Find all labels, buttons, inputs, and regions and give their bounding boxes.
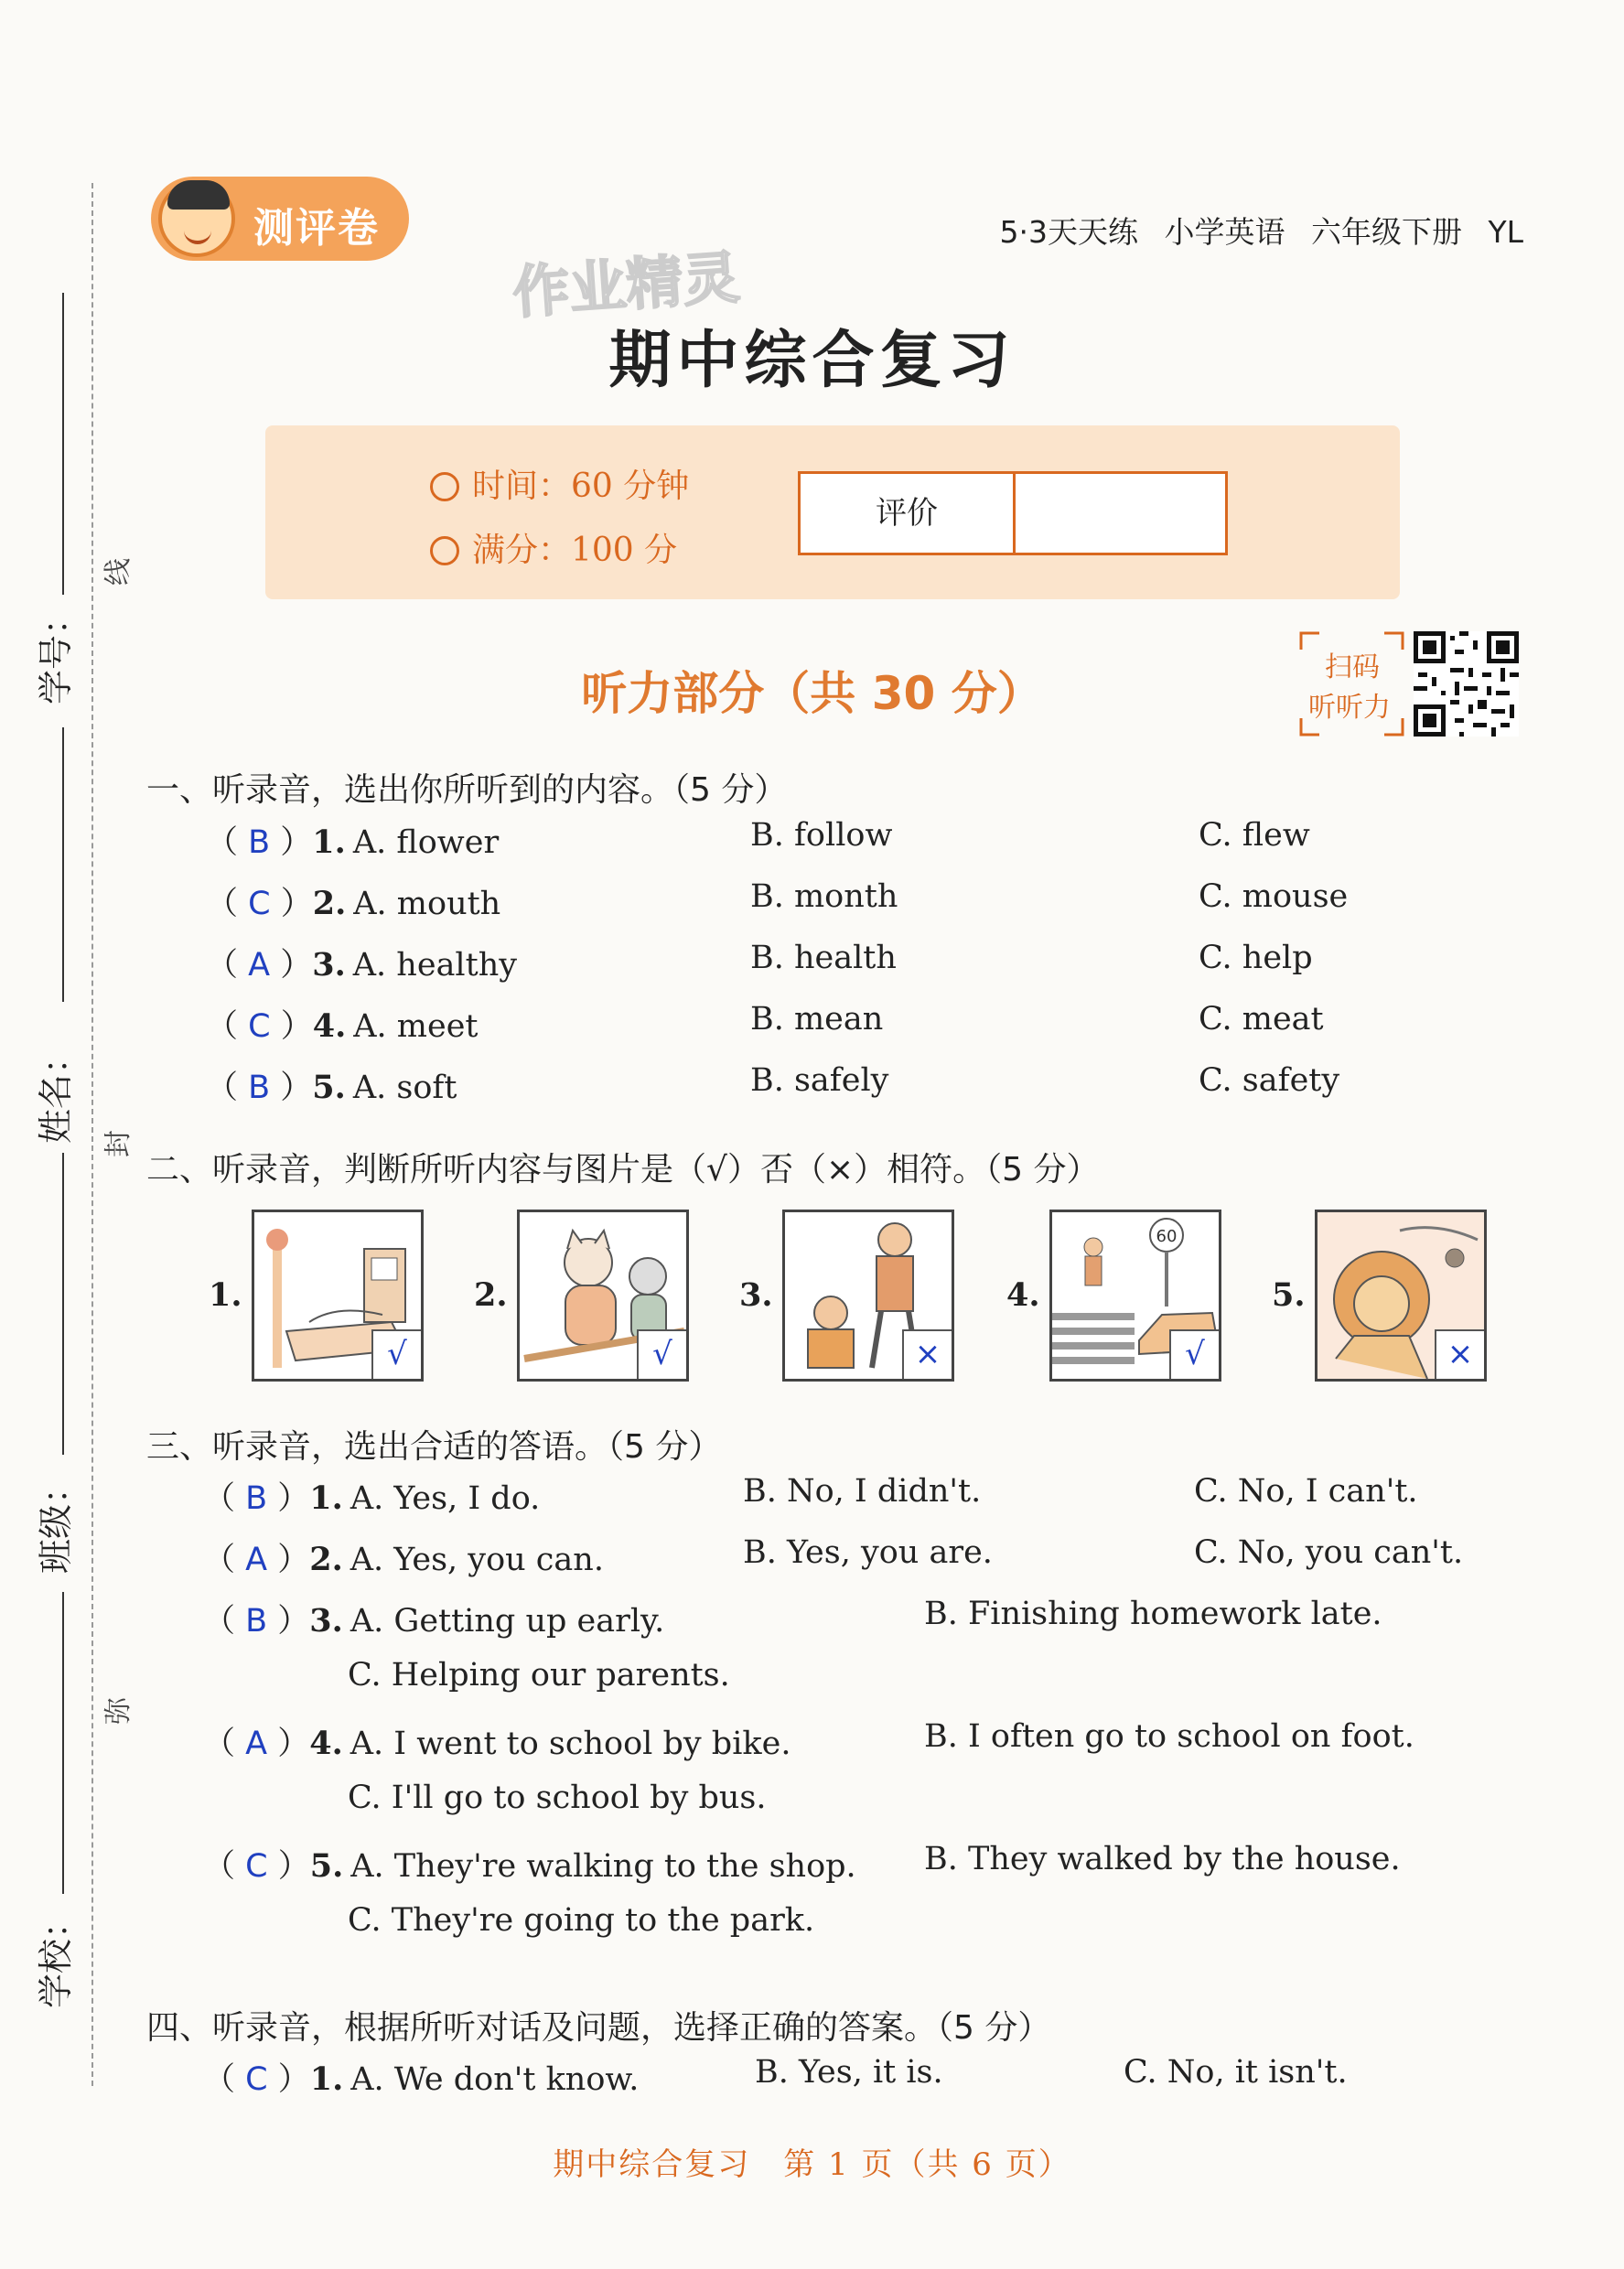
series-info: 5·3天天练 小学英语 六年级下册 YL xyxy=(999,214,1523,250)
seal-xian: 线 xyxy=(102,558,134,586)
xuexiao-label: 学校： xyxy=(36,1903,76,2008)
option-c: C. They're going to the park. xyxy=(348,1902,815,1939)
listening-section-title: 听力部分（共 30 分） xyxy=(581,667,1043,720)
paren-open: （ xyxy=(203,1480,246,1517)
paren-close: ） xyxy=(267,1848,310,1885)
cartoon-boy-icon xyxy=(158,180,235,257)
picture-4-crossing xyxy=(1049,1210,1221,1382)
pic-label-2: 2. xyxy=(474,1276,508,1314)
option-c: C. No, it isn't. xyxy=(1124,2054,1348,2091)
answer-mark[interactable]: A xyxy=(248,947,271,984)
paren-close: ） xyxy=(270,824,313,861)
question-row xyxy=(203,1841,856,1887)
option-a: A. healthy xyxy=(352,947,518,984)
paren-close: ） xyxy=(270,886,313,922)
paren-open: （ xyxy=(203,1848,246,1885)
option-b: B. They walked by the house. xyxy=(924,1841,1401,1877)
xuexiao-blank[interactable] xyxy=(62,1592,64,1894)
pic-label-4: 4. xyxy=(1006,1276,1040,1314)
question-number: 5. xyxy=(309,1847,344,1885)
option-b: B. Yes, you are. xyxy=(743,1534,993,1571)
answer-mark[interactable]: B xyxy=(245,1480,268,1517)
seal-mi: 弥 xyxy=(102,1697,134,1725)
banji-label: 班级： xyxy=(36,1468,76,1574)
paren-open: （ xyxy=(206,947,249,984)
answer-mark[interactable]: A xyxy=(245,1542,268,1578)
xingming-blank[interactable] xyxy=(62,727,64,1002)
option-a: A. Getting up early. xyxy=(350,1603,665,1640)
option-b: B. mean xyxy=(750,1001,884,1038)
picture-1-bedroom xyxy=(252,1210,424,1382)
xuehao-label: 学号： xyxy=(36,599,76,704)
score-text: 满分：100 分 xyxy=(472,532,678,569)
picture-3-boys xyxy=(782,1210,954,1382)
option-a: A. flower xyxy=(352,824,500,861)
question-number: 1. xyxy=(312,823,346,861)
paren-close: ） xyxy=(267,1542,310,1578)
option-a: A. Yes, I do. xyxy=(350,1480,541,1517)
paren-close: ） xyxy=(267,2061,310,2098)
question-row xyxy=(203,1596,664,1641)
question-row xyxy=(203,1473,540,1519)
mark-4: √ xyxy=(1169,1329,1219,1379)
answer-mark[interactable]: B xyxy=(248,1070,271,1106)
paren-close: ） xyxy=(270,1008,313,1045)
question-number: 4. xyxy=(309,1725,343,1762)
answer-mark[interactable]: C xyxy=(245,2061,268,2098)
question-number: 4. xyxy=(312,1007,347,1045)
paren-open: （ xyxy=(203,2061,246,2098)
paren-close: ） xyxy=(267,1603,310,1640)
option-c: C. flew xyxy=(1199,817,1310,854)
evaluation-label: 评价 xyxy=(801,474,1016,553)
watermark: 作业精灵 xyxy=(511,243,742,327)
paren-close: ） xyxy=(267,1726,310,1762)
evaluation-box xyxy=(798,471,1228,555)
option-a: A. We don't know. xyxy=(350,2061,640,2098)
part1-heading: 一、听录音，选出你所听到的内容。（5 分） xyxy=(146,771,788,809)
option-a: A. I went to school by bike. xyxy=(350,1726,791,1762)
paren-open: （ xyxy=(203,1542,246,1578)
answer-mark[interactable]: B xyxy=(245,1603,268,1640)
pic-label-5: 5. xyxy=(1272,1276,1306,1314)
seal-feng: 封 xyxy=(102,1130,134,1157)
mark-2: √ xyxy=(637,1329,686,1379)
question-row xyxy=(206,1062,457,1108)
part4-heading: 四、听录音，根据所听对话及问题，选择正确的答案。（5 分） xyxy=(146,2009,1051,2047)
question-row xyxy=(206,878,500,924)
question-row xyxy=(206,1001,479,1047)
option-c: C. No, you can't. xyxy=(1194,1534,1464,1571)
paren-close: ） xyxy=(270,947,313,984)
scan-text-2: 听听力 xyxy=(1308,692,1391,724)
answer-mark[interactable]: B xyxy=(248,824,271,861)
scan-text-1: 扫码 xyxy=(1325,651,1380,683)
option-b: B. month xyxy=(750,878,898,915)
question-number: 2. xyxy=(312,885,347,922)
mark-3: × xyxy=(902,1329,952,1379)
option-a: A. meet xyxy=(353,1008,479,1045)
answer-mark[interactable]: C xyxy=(248,1008,271,1045)
option-a: A. They're walking to the shop. xyxy=(350,1848,856,1885)
check-circle-icon xyxy=(430,536,459,565)
question-row xyxy=(206,940,517,985)
question-number: 1. xyxy=(309,2060,344,2098)
mark-5: × xyxy=(1435,1329,1484,1379)
paren-open: （ xyxy=(206,1008,249,1045)
paren-open: （ xyxy=(203,1603,246,1640)
paren-close: ） xyxy=(270,1070,313,1106)
xingming-label: 姓名： xyxy=(36,1038,76,1144)
option-a: A. Yes, you can. xyxy=(350,1542,604,1578)
question-row xyxy=(206,817,499,863)
binding-dashed-line xyxy=(91,183,93,2086)
banji-blank[interactable] xyxy=(62,1153,64,1455)
picture-5-lion-mouse xyxy=(1315,1210,1487,1382)
question-number: 3. xyxy=(309,1602,343,1640)
option-b: B. Finishing homework late. xyxy=(924,1596,1382,1632)
part3-heading: 三、听录音，选出合适的答语。（5 分） xyxy=(146,1428,722,1466)
answer-mark[interactable]: A xyxy=(245,1726,268,1762)
option-c: C. I'll go to school by bus. xyxy=(348,1780,767,1816)
option-c: C. mouse xyxy=(1199,878,1349,915)
part2-heading: 二、听录音，判断所听内容与图片是（√）否（×）相符。（5 分） xyxy=(146,1151,1100,1188)
paren-open: （ xyxy=(203,1726,246,1762)
option-b: B. health xyxy=(750,940,897,976)
pic-label-3: 3. xyxy=(739,1276,773,1314)
question-number: 5. xyxy=(312,1069,346,1106)
test-badge xyxy=(151,177,409,261)
option-c: C. Helping our parents. xyxy=(348,1657,730,1694)
option-b: B. No, I didn't. xyxy=(743,1473,982,1510)
paren-close: ） xyxy=(267,1480,310,1517)
option-b: B. follow xyxy=(750,817,893,854)
option-a: A. soft xyxy=(352,1070,457,1106)
time-row xyxy=(430,460,689,507)
speed-sign-text: 60 xyxy=(1156,1227,1178,1246)
time-text: 时间：60 分钟 xyxy=(472,468,690,505)
option-b: B. I often go to school on foot. xyxy=(924,1718,1414,1755)
question-row xyxy=(203,2054,639,2100)
option-c: C. meat xyxy=(1199,1001,1324,1038)
pic-label-1: 1. xyxy=(209,1276,242,1314)
badge-label: 测评卷 xyxy=(253,205,380,252)
picture-2-cats xyxy=(517,1210,689,1382)
option-b: B. Yes, it is. xyxy=(755,2054,943,2091)
option-c: C. No, I can't. xyxy=(1194,1473,1418,1510)
question-row xyxy=(203,1534,604,1580)
paren-open: （ xyxy=(206,886,249,922)
page-title: 期中综合复习 xyxy=(608,324,1016,397)
question-number: 1. xyxy=(309,1479,343,1517)
score-row xyxy=(430,524,677,571)
option-c: C. help xyxy=(1199,940,1313,976)
answer-mark[interactable]: C xyxy=(248,886,271,922)
paren-open: （ xyxy=(206,1070,249,1106)
clock-icon xyxy=(430,472,459,501)
qr-code-icon[interactable] xyxy=(1414,631,1519,737)
answer-mark[interactable]: C xyxy=(245,1848,268,1885)
question-number: 2. xyxy=(309,1541,343,1578)
question-row xyxy=(203,1718,790,1764)
scan-prompt xyxy=(1299,631,1404,737)
page-footer: 期中综合复习 第 1 页（共 6 页） xyxy=(553,2146,1071,2183)
question-number: 3. xyxy=(312,946,346,984)
option-c: C. safety xyxy=(1199,1062,1340,1099)
evaluation-field[interactable] xyxy=(1016,474,1225,553)
mark-1: √ xyxy=(371,1329,421,1379)
paren-open: （ xyxy=(206,824,249,861)
option-a: A. mouth xyxy=(353,886,501,922)
option-b: B. safely xyxy=(750,1062,889,1099)
